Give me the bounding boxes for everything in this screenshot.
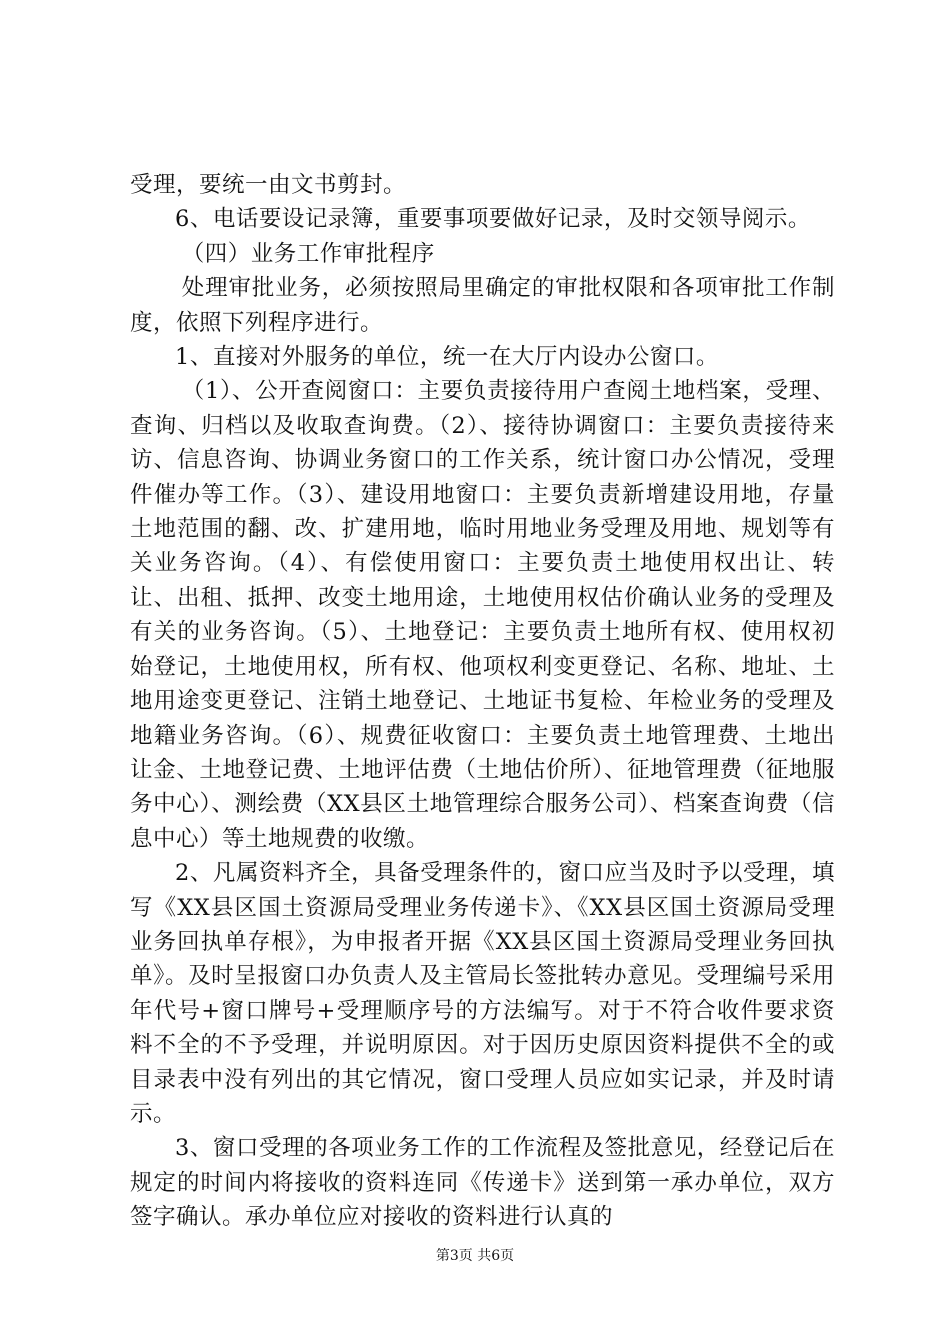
- paragraph-intro: 处理审批业务，必须按照局里确定的审批权限和各项审批工作制度，依照下列程序进行。: [130, 275, 835, 336]
- paragraph-windows-list: （1）、公开查阅窗口：主要负责接待用户查阅土地档案，受理、查询、归档以及收取查询费。（2）、接待协调窗口：主要负责接待来访、信息咨询、协调业务窗口的工作关系，统计窗口办公情况，受理件催办等工作。（3）、建设用地窗口：主要负责新增建设用地，存量土地范围的翻、改、扩建用地，临时用地业务受理及用地、规划等有关业务咨询。（4）、有偿使用窗口：主要负责土地使用权出让、转让、出租、抵押、改变土地用途，土地使用权估价确认业务的受理及有关的业务咨询。（5）、土地登记：主要负责土地所有权、使用权初始登记，土地使用权，所有权、他项权利变更登记、名称、地址、土地用途变更登记、注销土地登记、土地证书复检、年检业务的受理及地籍业务咨询。（6）、规费征收窗口：主要负责土地管理费、土地出让金、土地登记费、土地评估费（土地估价所）、征地管理费（征地服务中心）、测绘费（XX县区土地管理综合服务公司）、档案查询费（信息中心）等土地规费的收缴。: [130, 378, 835, 852]
- paragraph-item-1: 1、直接对外服务的单位，统一在大厅内设办公窗口。: [175, 344, 719, 371]
- document-body: [130, 168, 835, 1235]
- page-number-footer: 第3页 共6页: [435, 1248, 515, 1264]
- paragraph-item-3: 3、窗口受理的各项业务工作的工作流程及签批意见，经登记后在规定的时间内将接收的资料连同《传递卡》送到第一承办单位，双方签字确认。承办单位应对接收的资料进行认真的: [130, 1135, 835, 1231]
- section-heading-4: （四）业务工作审批程序: [181, 240, 435, 267]
- paragraph-item-2: 2、凡属资料齐全，具备受理条件的，窗口应当及时予以受理，填写《XX县区国土资源局受理业务传递卡》、《XX县区国土资源局受理业务回执单存根》，为申报者开据《XX县区国土资源局受理业务回执单》。及时呈报窗口办负责人及主管局长签批转办意见。受理编号采用年代号+窗口牌号+受理顺序号的方法编写。对于不符合收件要求资料不全的不予受理，并说明原因。对于因历史原因资料提供不全的或目录表中没有列出的其它情况，窗口受理人员应如实记录，并及时请示。: [130, 860, 835, 1127]
- paragraph-item-6: 6、电话要设记录簿，重要事项要做好记录，及时交领导阅示。: [175, 206, 811, 233]
- paragraph-continuation: 受理，要统一由文书剪封。: [130, 172, 407, 198]
